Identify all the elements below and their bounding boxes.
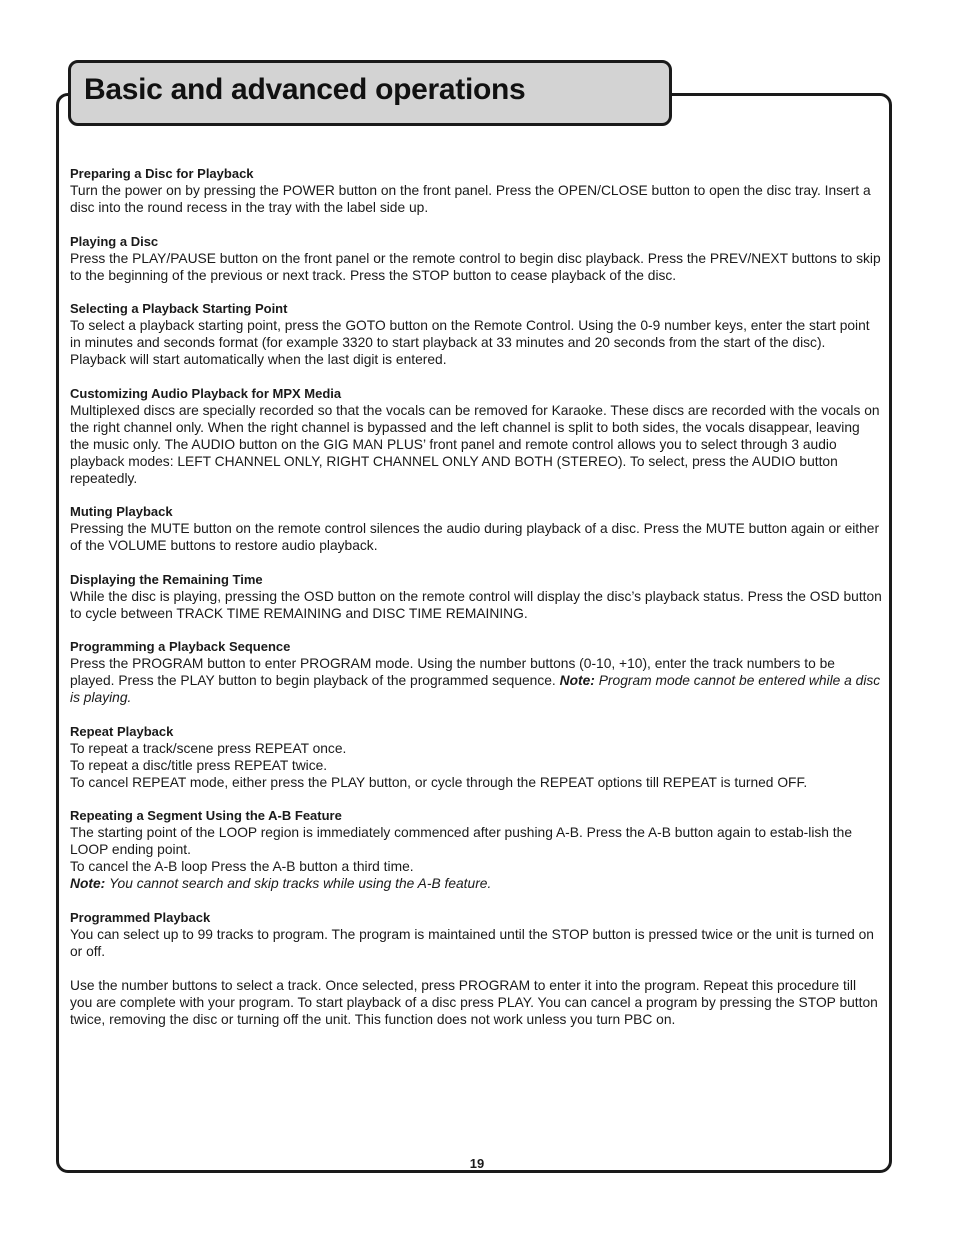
section-heading: Playing a Disc	[70, 233, 159, 249]
section-text: Use the number buttons to select a track. Once selected, press PROGRAM to enter it into the program. Repeat this procedure till you are complete with your program. To start playback of a disc press PLAY. You can cancel a program by pressing the STOP button twice, removing the disc or turning off the unit. This function does not work unless you turn PBC on.	[70, 977, 878, 1027]
section-text: While the disc is playing, pressing the OSD button on the remote control will display the disc’s playback status. Press the OSD button to cycle between TRACK TIME REMAINING and DISC TIME REMAINING.	[70, 588, 882, 621]
section-heading: Customizing Audio Playback for MPX Media	[70, 385, 342, 401]
section-text: To select a playback starting point, press the GOTO button on the Remote Control. Using the 0-9 number keys, enter the start point in minutes and seconds format (for example 3320 to start playback at 33 minutes and 20 seconds from the start of the disc). Playback will start automatically when the last digit is entered.	[70, 318, 870, 367]
section-heading: Repeat Playback	[70, 723, 174, 739]
section-ab-feature	[70, 807, 882, 892]
note-text: You cannot search and skip tracks while using the A-B feature.	[109, 876, 492, 891]
section-text: You can select up to 99 tracks to program. The program is maintained until the STOP button is pressed twice or the unit is turned on or off.	[70, 926, 874, 959]
section-programming-sequence	[70, 638, 882, 706]
section-repeat	[70, 723, 882, 791]
content-body	[70, 165, 882, 1044]
section-text: The starting point of the LOOP region is immediately commenced after pushing A-B. Press the A-B button again to estab-lish the LOOP ending point.	[70, 825, 852, 857]
section-text: To cancel the A-B loop Press the A-B button a third time.	[70, 859, 414, 874]
section-preparing-disc	[70, 165, 882, 216]
section-text-main: Press the PROGRAM button to enter PROGRAM mode. Using the number buttons (0-10, +10), enter the track numbers to be played. Press the PLAY button to begin playback of the programmed sequence.	[70, 656, 835, 688]
section-heading: Preparing a Disc for Playback	[70, 166, 254, 181]
section-heading: Programmed Playback	[70, 909, 211, 925]
section-text: To cancel REPEAT mode, either press the PLAY button, or cycle through the REPEAT options till REPEAT is turned OFF.	[70, 774, 808, 790]
page-title: Basic and advanced operations	[84, 73, 526, 106]
section-heading: Selecting a Playback Starting Point	[70, 301, 288, 316]
section-text: Turn the power on by pressing the POWER button on the front panel. Press the OPEN/CLOSE button to open the disc tray. Insert a disc into the round recess in the tray with the label side up.	[70, 183, 871, 215]
section-programmed-playback	[70, 909, 882, 1028]
section-text	[70, 655, 882, 706]
section-text: Pressing the MUTE button on the remote control silences the audio during playback of a disc. Press the MUTE button again or either of the VOLUME buttons to restore audio playback.	[70, 521, 880, 553]
section-starting-point	[70, 300, 882, 368]
note-label: Note:	[70, 876, 106, 891]
title-banner	[68, 60, 672, 126]
section-text: To repeat a track/scene press REPEAT once.	[70, 740, 347, 756]
section-mpx-audio	[70, 385, 882, 487]
section-heading: Muting Playback	[70, 504, 173, 519]
page-number: 19	[469, 1156, 485, 1171]
note-label: Note:	[559, 673, 595, 688]
note-line	[70, 875, 882, 892]
section-heading: Repeating a Segment Using the A-B Feature	[70, 808, 342, 823]
section-heading: Displaying the Remaining Time	[70, 571, 263, 587]
section-text: Press the PLAY/PAUSE button on the front panel or the remote control to begin disc playback. Press the PREV/NEXT buttons to skip to the beginning of the previous or next track. Press the STOP button to cease playback of the disc.	[70, 250, 881, 283]
section-remaining-time	[70, 571, 882, 622]
section-text: To repeat a disc/title press REPEAT twice.	[70, 757, 328, 773]
section-heading: Programming a Playback Sequence	[70, 639, 291, 654]
section-muting	[70, 503, 882, 554]
section-text: Multiplexed discs are specially recorded so that the vocals can be removed for Karaoke. These discs are recorded with the vocals on the right channel only. When the right channel is bypassed and the left channel is split to both sides, the vocals disappear, leaving the music only. The AUDIO button on the GIG MAN PLUS’ front panel and remote control allows you to select through 3 audio playback modes: LEFT CHANNEL ONLY, RIGHT CHANNEL ONLY AND BOTH (STEREO). To select, press the AUDIO button repeatedly.	[70, 402, 880, 486]
note-text: Program mode cannot be entered while a disc is playing.	[70, 673, 881, 705]
section-playing-disc	[70, 233, 882, 284]
